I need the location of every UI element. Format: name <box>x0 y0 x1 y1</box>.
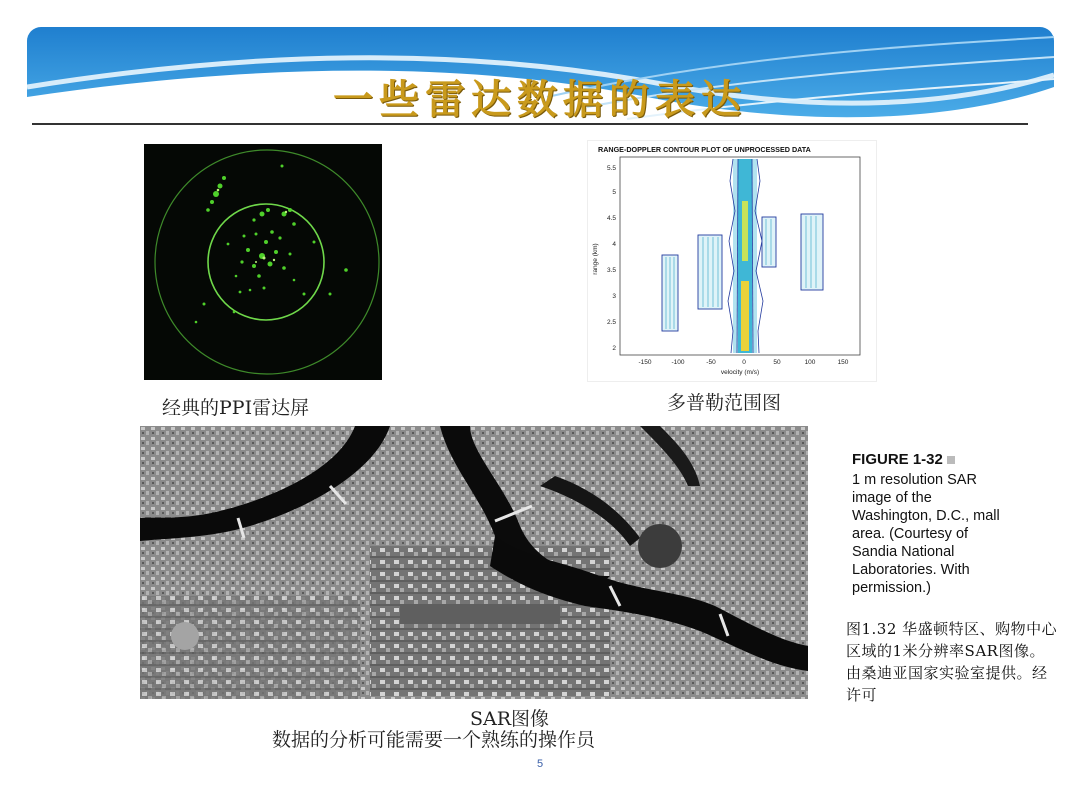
y-tick: 4.5 <box>606 215 616 222</box>
figure-description: 1 m resolution SAR image of the Washington, D.C., mall area. (Courtesy of Sandia National Laboratories. With permission.) <box>852 472 1000 596</box>
figure-label-text: FIGURE 1-32 <box>852 451 943 468</box>
range-doppler-graphic <box>588 141 876 381</box>
x-tick: -50 <box>706 359 716 366</box>
x-tick: -150 <box>638 359 652 366</box>
page-number: 5 <box>536 758 544 770</box>
square-icon <box>947 456 955 464</box>
plot-title: RANGE-DOPPLER CONTOUR PLOT OF UNPROCESSED DATA <box>598 145 811 154</box>
ppi-radar-image <box>144 144 382 380</box>
range-doppler-plot <box>587 140 877 382</box>
figure-chinese-caption: 图1.32 华盛顿特区、购物中心区域的1米分辨率SAR图像。由桑迪亚国家实验室提供。经许可 <box>846 620 1058 704</box>
y-tick: 4 <box>612 241 616 248</box>
y-tick: 5.5 <box>606 165 616 172</box>
y-tick: 5 <box>612 189 616 196</box>
y-tick: 3 <box>612 293 616 300</box>
y-tick: 3.5 <box>606 267 616 274</box>
y-axis-label: range (km) <box>592 243 599 275</box>
sar-caption: SAR图像 <box>470 708 550 730</box>
ppi-radar-graphic <box>144 144 382 380</box>
sar-image <box>140 426 808 699</box>
y-tick: 2 <box>612 345 616 352</box>
x-tick: 100 <box>804 359 816 366</box>
range-doppler-caption: 多普勒范围图 <box>667 392 782 414</box>
x-tick: 50 <box>773 359 781 366</box>
sar-subcaption: 数据的分析可能需要一个熟练的操作员 <box>272 729 596 751</box>
ppi-caption: 经典的PPI雷达屏 <box>162 397 310 419</box>
x-tick: -100 <box>671 359 685 366</box>
x-tick: 150 <box>837 359 849 366</box>
x-tick: 0 <box>742 359 746 366</box>
figure-label <box>852 451 955 468</box>
title-divider <box>32 123 1028 125</box>
y-tick: 2.5 <box>606 319 616 326</box>
slide-title: 一些雷达数据的表达 <box>333 76 747 123</box>
sar-map-graphic <box>140 426 808 699</box>
x-axis-label: velocity (m/s) <box>720 369 760 376</box>
